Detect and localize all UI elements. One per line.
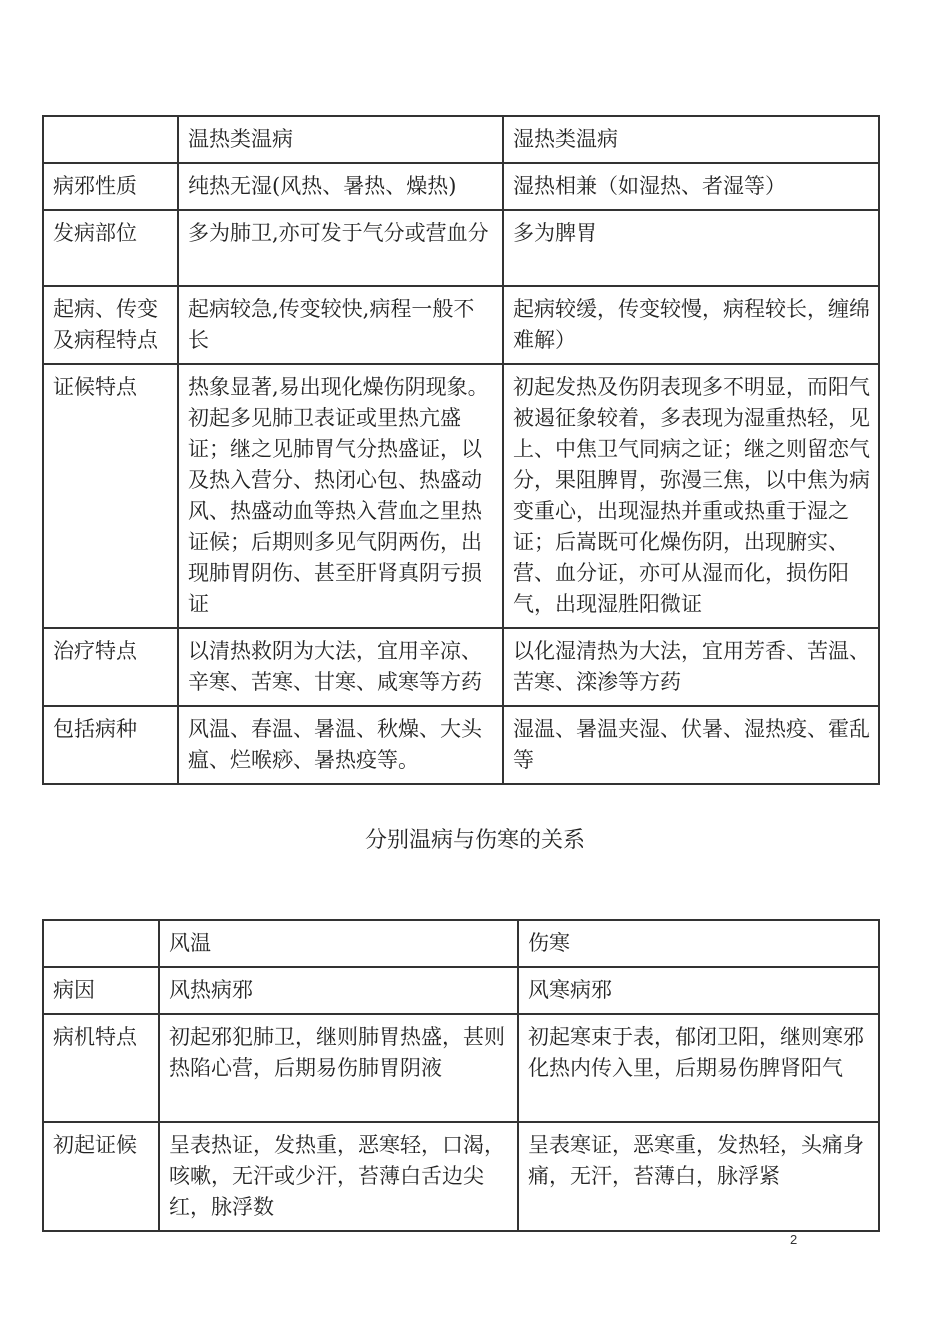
wind-warm-vs-cold-damage-table: [42, 919, 880, 1232]
cell-warm-heat: 多为肺卫,亦可发于气分或营血分: [178, 210, 503, 286]
cell-damp-heat: 多为脾胃: [503, 210, 879, 286]
cell-wind-warm: 呈表热证，发热重，恶寒轻，口渴，咳嗽，无汗或少汗，苔薄白舌边尖红，脉浮数: [159, 1122, 518, 1231]
header-cell-warm-heat: 温热类温病: [178, 116, 503, 163]
header-cell-damp-heat: 湿热类温病: [503, 116, 879, 163]
cell-damp-heat: 湿热相兼（如湿热、者湿等）: [503, 163, 879, 210]
table-row: [43, 1122, 879, 1231]
row-label: 证候特点: [43, 364, 178, 628]
row-label: 发病部位: [43, 210, 178, 286]
cell-warm-heat: 以清热救阴为大法，宜用辛凉、辛寒、苦寒、甘寒、咸寒等方药: [178, 628, 503, 706]
row-label: 病邪性质: [43, 163, 178, 210]
table-row: [43, 286, 879, 364]
cell-damp-heat: 初起发热及伤阴表现多不明显，而阳气被遏征象较着，多表现为湿重热轻，见上、中焦卫气同病之证；继之则留恋气分，果阻脾胃，弥漫三焦，以中焦为病变重心，出现湿热并重或热重于湿之证；后嵩既可化燥伤阴，出现腑实、营、血分证，亦可从湿而化，损伤阳气，出现湿胜阳微证: [503, 364, 879, 628]
cell-cold-damage: 呈表寒证，恶寒重，发热轻，头痛身痛，无汗，苔薄白，脉浮紧: [518, 1122, 879, 1231]
cell-warm-heat: 热象显著,易出现化燥伤阴现象。初起多见肺卫表证或里热亢盛证；继之见肺胃气分热盛证，以及热入营分、热闭心包、热盛动风、热盛动血等热入营血之里热证候；后期则多见气阴两伤，出现肺胃阴伤、甚至肝肾真阴亏损证: [178, 364, 503, 628]
table-row: [43, 163, 879, 210]
cell-cold-damage: 风寒病邪: [518, 967, 879, 1014]
cell-damp-heat: 起病较缓，传变较慢，病程较长，缠绵难解）: [503, 286, 879, 364]
header-cell-empty: [43, 116, 178, 163]
page-number: 2: [790, 1232, 798, 1247]
table-row: [43, 364, 879, 628]
table-row: [43, 1014, 879, 1122]
table-row: [43, 628, 879, 706]
header-cell-wind-warm: 风温: [159, 920, 518, 967]
row-label: 起病、传变及病程特点: [43, 286, 178, 364]
table-header-row: [43, 116, 879, 163]
row-label: 初起证候: [43, 1122, 159, 1231]
table-row: [43, 210, 879, 286]
table-row: [43, 706, 879, 784]
section-title: 分别温病与伤寒的关系: [364, 828, 585, 853]
cell-wind-warm: 风热病邪: [159, 967, 518, 1014]
row-label: 病因: [43, 967, 159, 1014]
cell-warm-heat: 风温、春温、暑温、秋燥、大头瘟、烂喉痧、暑热疫等。: [178, 706, 503, 784]
header-cell-empty: [43, 920, 159, 967]
cell-cold-damage: 初起寒束于表，郁闭卫阳，继则寒邪化热内传入里，后期易伤脾肾阳气: [518, 1014, 879, 1122]
cell-warm-heat: 起病较急,传变较快,病程一般不长: [178, 286, 503, 364]
table-row: [43, 967, 879, 1014]
row-label: 包括病种: [43, 706, 178, 784]
table-header-row: [43, 920, 879, 967]
cell-damp-heat: 以化湿清热为大法，宜用芳香、苦温、苦寒、滦渗等方药: [503, 628, 879, 706]
cell-damp-heat: 湿温、暑温夹湿、伏暑、湿热疫、霍乱等: [503, 706, 879, 784]
cell-wind-warm: 初起邪犯肺卫，继则肺胃热盛，甚则热陷心营，后期易伤肺胃阴液: [159, 1014, 518, 1122]
row-label: 病机特点: [43, 1014, 159, 1122]
disease-type-comparison-table: [42, 115, 880, 785]
header-cell-cold-damage: 伤寒: [518, 920, 879, 967]
cell-warm-heat: 纯热无湿(风热、暑热、燥热): [178, 163, 503, 210]
row-label: 治疗特点: [43, 628, 178, 706]
